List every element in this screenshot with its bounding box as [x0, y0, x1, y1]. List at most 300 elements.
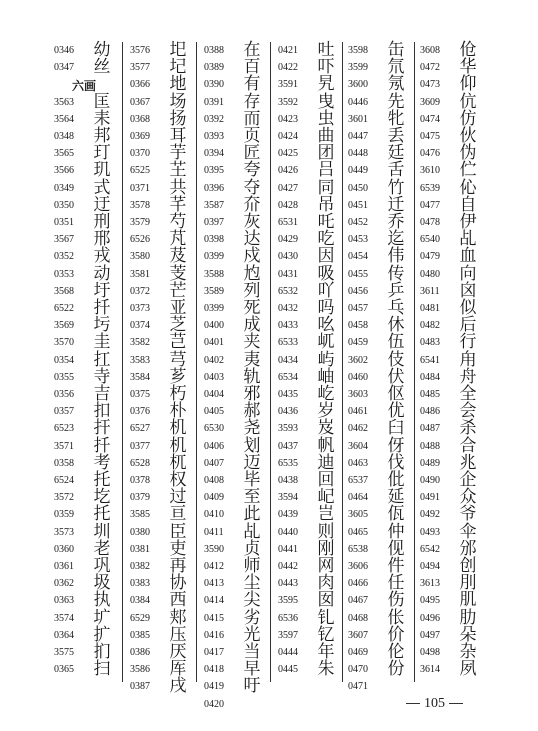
char-code: 0493	[420, 526, 440, 538]
char-code: 6525	[130, 165, 150, 177]
hanzi-char: 考	[93, 452, 111, 473]
char-code: 3602	[348, 354, 368, 366]
hanzi-char: 伢	[387, 435, 405, 456]
char-code: 0404	[204, 389, 224, 400]
char-code: 6533	[278, 337, 298, 349]
char-code: 6535	[278, 457, 298, 469]
char-code: 0367	[130, 96, 150, 108]
hanzi-char: 过	[169, 487, 187, 508]
char-code: 0462	[348, 423, 368, 435]
hanzi-char: 尧	[243, 418, 261, 439]
table-row	[130, 76, 188, 93]
hanzi-char: 托	[93, 504, 111, 525]
char-code: 0437	[278, 440, 298, 452]
char-code: 0363	[54, 595, 74, 607]
hanzi-char: 夷	[243, 349, 261, 370]
hanzi-char: 兆	[459, 452, 477, 473]
hanzi-char: 仿	[459, 108, 477, 129]
char-code: 0476	[420, 148, 440, 160]
hanzi-char: 吁	[243, 676, 261, 697]
hanzi-char: 权	[169, 470, 187, 490]
hanzi-char: 扞	[93, 418, 111, 439]
char-code: 0480	[420, 268, 440, 280]
hanzi-char: 吕	[317, 160, 335, 181]
char-code: 0385	[130, 629, 150, 641]
hanzi-char: 自	[459, 194, 477, 215]
hanzi-char: 芏	[169, 160, 187, 181]
char-code: 0387	[130, 681, 150, 693]
table-row	[204, 696, 262, 713]
hanzi-char: 吐	[317, 40, 335, 60]
hanzi-char: 休	[387, 315, 405, 336]
char-code: 3571	[54, 440, 74, 452]
hanzi-char: 耳	[169, 126, 187, 146]
hanzi-char: 夸	[243, 160, 261, 181]
hanzi-char: 吒	[317, 212, 335, 232]
hanzi-char: 份	[387, 659, 405, 680]
hanzi-char: 钇	[317, 624, 335, 645]
hanzi-char: 钆	[317, 607, 335, 628]
char-code: 6542	[420, 543, 440, 555]
char-code: 3584	[130, 371, 150, 383]
hanzi-char: 毕	[243, 470, 261, 490]
hanzi-char: 则	[317, 521, 335, 542]
char-code: 0347	[54, 62, 74, 74]
hanzi-char: 岁	[317, 401, 335, 422]
hanzi-char: 劣	[243, 607, 261, 628]
char-code: 0448	[348, 148, 368, 160]
hanzi-char: 朴	[169, 401, 187, 422]
hanzi-char: 企	[459, 470, 477, 490]
char-code: 6527	[130, 423, 150, 435]
char-code: 0359	[54, 509, 74, 521]
hanzi-char: 乒	[387, 280, 405, 301]
hanzi-char: 众	[459, 487, 477, 508]
char-code: 0470	[348, 664, 368, 676]
char-code: 0458	[348, 320, 368, 332]
hanzi-char: 佤	[387, 504, 405, 525]
char-code: 0408	[204, 475, 224, 486]
column-divider	[196, 42, 197, 682]
char-code: 0417	[204, 647, 224, 658]
hanzi-char: 扦	[93, 435, 111, 456]
char-code: 0441	[278, 543, 298, 555]
char-code: 3603	[348, 389, 368, 400]
char-code: 3607	[348, 629, 368, 641]
table-row	[420, 248, 478, 265]
hanzi-char: 邢	[93, 229, 111, 250]
char-code: 0456	[348, 285, 368, 297]
char-code: 0366	[130, 79, 150, 91]
hanzi-char: 式	[93, 177, 111, 198]
char-code: 0416	[204, 629, 224, 641]
hanzi-char: 仳	[387, 470, 405, 490]
hanzi-char: 芨	[169, 246, 187, 267]
hanzi-char: 存	[243, 91, 261, 112]
char-code: 6536	[278, 612, 298, 624]
char-code: 0348	[54, 131, 74, 142]
hanzi-char: 扩	[93, 624, 111, 645]
char-code: 0362	[54, 578, 74, 590]
char-code: 0364	[54, 629, 74, 641]
char-code: 0497	[420, 629, 440, 641]
hanzi-char: 场	[169, 91, 187, 112]
table-row	[204, 592, 262, 609]
hanzi-char: 岂	[317, 504, 335, 525]
hanzi-char: 匡	[93, 91, 111, 112]
hanzi-char: 创	[459, 556, 477, 576]
hanzi-char: 竹	[387, 177, 405, 198]
hanzi-char: 囡	[317, 590, 335, 611]
hanzi-char: 吊	[317, 194, 335, 215]
hanzi-char: 迈	[243, 452, 261, 473]
hanzi-char: 芎	[169, 349, 187, 370]
hanzi-char: 屼	[317, 332, 335, 353]
table-row	[278, 334, 336, 351]
hanzi-char: 曲	[317, 126, 335, 146]
char-code: 0360	[54, 543, 74, 555]
char-code: 0479	[420, 251, 440, 263]
char-code: 0477	[420, 199, 440, 211]
table-row	[54, 334, 112, 351]
hanzi-char: 屺	[317, 487, 335, 508]
char-code: 6530	[204, 423, 224, 435]
hanzi-char: 此	[243, 504, 261, 525]
char-code: 3595	[278, 595, 298, 607]
char-code: 0372	[130, 285, 150, 297]
char-code: 0392	[204, 113, 224, 125]
hanzi-char: 传	[387, 263, 405, 284]
hanzi-char: 协	[169, 573, 187, 594]
char-code: 6537	[348, 475, 368, 486]
hanzi-char: 扫	[93, 659, 111, 680]
char-code: 0457	[348, 303, 368, 314]
char-code: 0449	[348, 165, 368, 177]
hanzi-char: 氖	[387, 74, 405, 95]
hanzi-char: 团	[317, 143, 335, 164]
hanzi-char: 伤	[387, 590, 405, 611]
table-row	[420, 334, 478, 351]
char-code: 0452	[348, 217, 368, 228]
hanzi-char: 至	[243, 487, 261, 508]
char-code: 3573	[54, 526, 74, 538]
char-code: 0431	[278, 268, 298, 280]
char-code: 0427	[278, 182, 298, 194]
char-code: 0418	[204, 664, 224, 676]
char-code: 3567	[54, 234, 74, 246]
char-code: 6540	[420, 234, 440, 246]
hanzi-char: 行	[459, 332, 477, 353]
char-code: 0495	[420, 595, 440, 607]
hanzi-char: 在	[243, 40, 261, 60]
table-row	[130, 162, 188, 179]
char-code: 3579	[130, 217, 150, 228]
hanzi-char: 会	[459, 401, 477, 422]
hanzi-char: 伫	[459, 160, 477, 181]
hanzi-char: 爷	[459, 504, 477, 525]
char-code: 0386	[130, 647, 150, 658]
hanzi-char: 戍	[243, 246, 261, 267]
hanzi-char: 任	[387, 573, 405, 594]
char-code: 0394	[204, 148, 224, 160]
hanzi-char: 氘	[387, 57, 405, 78]
table-row	[348, 506, 406, 523]
column-divider	[342, 42, 343, 682]
hanzi-char: 夼	[243, 194, 261, 215]
hanzi-char: 而	[243, 108, 261, 129]
hanzi-char: 伐	[387, 452, 405, 473]
char-code: 0468	[348, 612, 368, 624]
char-code: 3574	[54, 612, 74, 624]
page-number-text: 105	[424, 696, 445, 711]
hanzi-char: 全	[459, 384, 477, 404]
char-code: 0434	[278, 354, 298, 366]
hanzi-char: 廷	[387, 143, 405, 164]
hanzi-char: 划	[243, 435, 261, 456]
hanzi-char: 匠	[243, 143, 261, 164]
hanzi-char: 百	[243, 57, 261, 78]
char-code: 0377	[130, 440, 150, 452]
hanzi-char: 寺	[93, 366, 111, 387]
char-code: 3572	[54, 492, 74, 504]
hanzi-char: 舌	[387, 160, 405, 181]
hanzi-char: 优	[387, 401, 405, 422]
char-code: 3590	[204, 543, 224, 555]
char-code: 0498	[420, 647, 440, 658]
hanzi-char: 伈	[459, 177, 477, 198]
hanzi-char: 朱	[317, 659, 335, 680]
char-code: 0368	[130, 113, 150, 125]
char-code: 0399	[204, 251, 224, 263]
char-code: 0400	[204, 320, 224, 332]
char-code: 0378	[130, 475, 150, 486]
char-code: 0369	[130, 131, 150, 142]
char-code: 0454	[348, 251, 368, 263]
hanzi-char: 西	[169, 590, 187, 611]
char-code: 3578	[130, 199, 150, 211]
char-code: 3582	[130, 337, 150, 349]
char-code: 0381	[130, 543, 150, 555]
char-code: 0428	[278, 199, 298, 211]
hanzi-char: 巩	[93, 556, 111, 576]
char-code: 0446	[348, 96, 368, 108]
char-code: 3576	[130, 45, 150, 56]
char-code: 0478	[420, 217, 440, 228]
table-row	[278, 76, 336, 93]
hanzi-char: 甪	[459, 349, 477, 370]
char-code: 0489	[420, 457, 440, 469]
char-code: 3604	[348, 440, 368, 452]
table-row	[204, 506, 262, 523]
char-code: 0370	[130, 148, 150, 160]
char-code: 0463	[348, 457, 368, 469]
hanzi-char: 扬	[169, 108, 187, 129]
char-code: 3569	[54, 320, 74, 332]
hanzi-char: 屿	[317, 349, 335, 370]
hanzi-char: 迪	[317, 452, 335, 473]
char-code: 0384	[130, 595, 150, 607]
char-code: 0490	[420, 475, 440, 486]
char-code: 0380	[130, 526, 150, 538]
char-code: 0356	[54, 389, 74, 400]
hanzi-char: 尘	[243, 573, 261, 594]
char-code: 6539	[420, 182, 440, 194]
table-row	[348, 661, 406, 678]
hanzi-char: 伦	[387, 642, 405, 662]
table-row	[420, 661, 478, 678]
char-code: 0351	[54, 217, 74, 228]
char-code: 0414	[204, 595, 224, 607]
hanzi-char: 厍	[169, 659, 187, 680]
hanzi-char: 囟	[459, 280, 477, 301]
char-code: 0461	[348, 406, 368, 418]
hanzi-char: 网	[317, 556, 335, 576]
char-code: 0426	[278, 165, 298, 177]
char-code: 3589	[204, 285, 224, 297]
hanzi-char: 刑	[93, 212, 111, 232]
char-code: 0419	[204, 681, 224, 693]
hanzi-char: 幼	[93, 40, 111, 60]
char-code: 0388	[204, 45, 224, 56]
hanzi-char: 尖	[243, 590, 261, 611]
char-code: 6526	[130, 234, 150, 246]
char-code: 3587	[204, 199, 224, 211]
hanzi-char: 伊	[459, 212, 477, 232]
char-code: 0352	[54, 251, 74, 263]
char-code: 0425	[278, 148, 298, 160]
hanzi-char: 圪	[93, 487, 111, 508]
char-code: 0486	[420, 406, 440, 418]
char-code: 0423	[278, 113, 298, 125]
char-code: 0412	[204, 561, 224, 572]
char-code: 0484	[420, 371, 440, 383]
char-code: 0393	[204, 131, 224, 142]
hanzi-char: 肉	[317, 573, 335, 594]
hanzi-char: 贞	[243, 538, 261, 559]
char-code: 3577	[130, 62, 150, 74]
char-code: 3585	[130, 509, 150, 521]
column-divider	[122, 42, 123, 682]
char-code: 0376	[130, 406, 150, 418]
table-row	[204, 420, 262, 437]
table-row	[130, 678, 188, 695]
hanzi-char: 伥	[387, 607, 405, 628]
section-heading: 六画	[71, 79, 96, 94]
hanzi-char: 向	[459, 263, 477, 284]
char-code: 3605	[348, 509, 368, 521]
char-code: 3594	[278, 492, 298, 504]
char-code: 3583	[130, 354, 150, 366]
hanzi-char: 邠	[459, 538, 477, 559]
char-code: 6538	[348, 543, 368, 555]
hanzi-char: 同	[317, 177, 335, 198]
hanzi-char: 机	[169, 435, 187, 456]
char-code: 0491	[420, 492, 440, 504]
char-code: 0349	[54, 182, 74, 194]
char-code: 0440	[278, 526, 298, 538]
char-code: 3566	[54, 165, 74, 177]
char-code: 0451	[348, 199, 368, 211]
hanzi-char: 伧	[459, 40, 477, 60]
char-code: 0357	[54, 406, 74, 418]
char-code: 0424	[278, 131, 298, 142]
char-code: 0358	[54, 457, 74, 469]
hanzi-char: 伎	[387, 349, 405, 370]
hanzi-char: 死	[243, 298, 261, 318]
hanzi-char: 迂	[93, 194, 111, 215]
table-row	[54, 420, 112, 437]
char-code: 0466	[348, 578, 368, 590]
char-code: 6523	[54, 423, 74, 435]
table-row	[54, 592, 112, 609]
hanzi-char: 伛	[387, 384, 405, 404]
char-code: 0399	[204, 303, 224, 314]
table-row	[420, 420, 478, 437]
table-row	[420, 76, 478, 93]
char-code: 0485	[420, 389, 440, 400]
char-code: 0471	[348, 681, 368, 693]
char-code: 0374	[130, 320, 150, 332]
char-code: 0350	[54, 199, 74, 211]
hanzi-char: 芒	[169, 280, 187, 301]
char-code: 3581	[130, 268, 150, 280]
table-row	[420, 592, 478, 609]
char-code: 0443	[278, 578, 298, 590]
hanzi-char: 机	[169, 418, 187, 439]
dash-right	[449, 703, 463, 704]
char-code: 6534	[278, 371, 298, 383]
char-code: 0494	[420, 561, 440, 572]
hanzi-char: 吉	[93, 384, 111, 404]
char-code: 0482	[420, 320, 440, 332]
char-code: 3610	[420, 165, 440, 177]
char-code: 3586	[130, 664, 150, 676]
hanzi-char: 圩	[93, 280, 111, 301]
char-code: 3600	[348, 79, 368, 91]
char-code: 0402	[204, 354, 224, 366]
table-row	[204, 76, 262, 93]
hanzi-char: 扦	[93, 298, 111, 318]
char-code: 0435	[278, 389, 298, 400]
char-code: 3563	[54, 96, 74, 108]
char-code: 0421	[278, 45, 298, 56]
char-code: 0395	[204, 165, 224, 177]
table-row	[420, 506, 478, 523]
char-code: 0432	[278, 303, 298, 314]
char-code: 0429	[278, 234, 298, 246]
hanzi-char: 当	[243, 642, 261, 662]
hanzi-char: 夺	[243, 177, 261, 198]
hanzi-char: 因	[317, 246, 335, 267]
char-code: 0401	[204, 337, 224, 349]
hanzi-char: 曳	[317, 91, 335, 112]
char-code: 0407	[204, 457, 224, 469]
hanzi-char: 肋	[459, 607, 477, 628]
hanzi-char: 伪	[459, 143, 477, 164]
char-code: 0410	[204, 509, 224, 521]
char-code: 6522	[54, 303, 74, 314]
char-code: 0411	[204, 526, 224, 538]
char-code: 0472	[420, 62, 440, 74]
hanzi-char: 丝	[93, 57, 111, 78]
char-code: 0464	[348, 492, 368, 504]
hanzi-char: 刖	[459, 573, 477, 594]
char-code: 0413	[204, 578, 224, 590]
char-code: 0398	[204, 234, 224, 246]
hanzi-char: 乩	[243, 521, 261, 542]
hanzi-char: 达	[243, 229, 261, 250]
table-row	[54, 506, 112, 523]
